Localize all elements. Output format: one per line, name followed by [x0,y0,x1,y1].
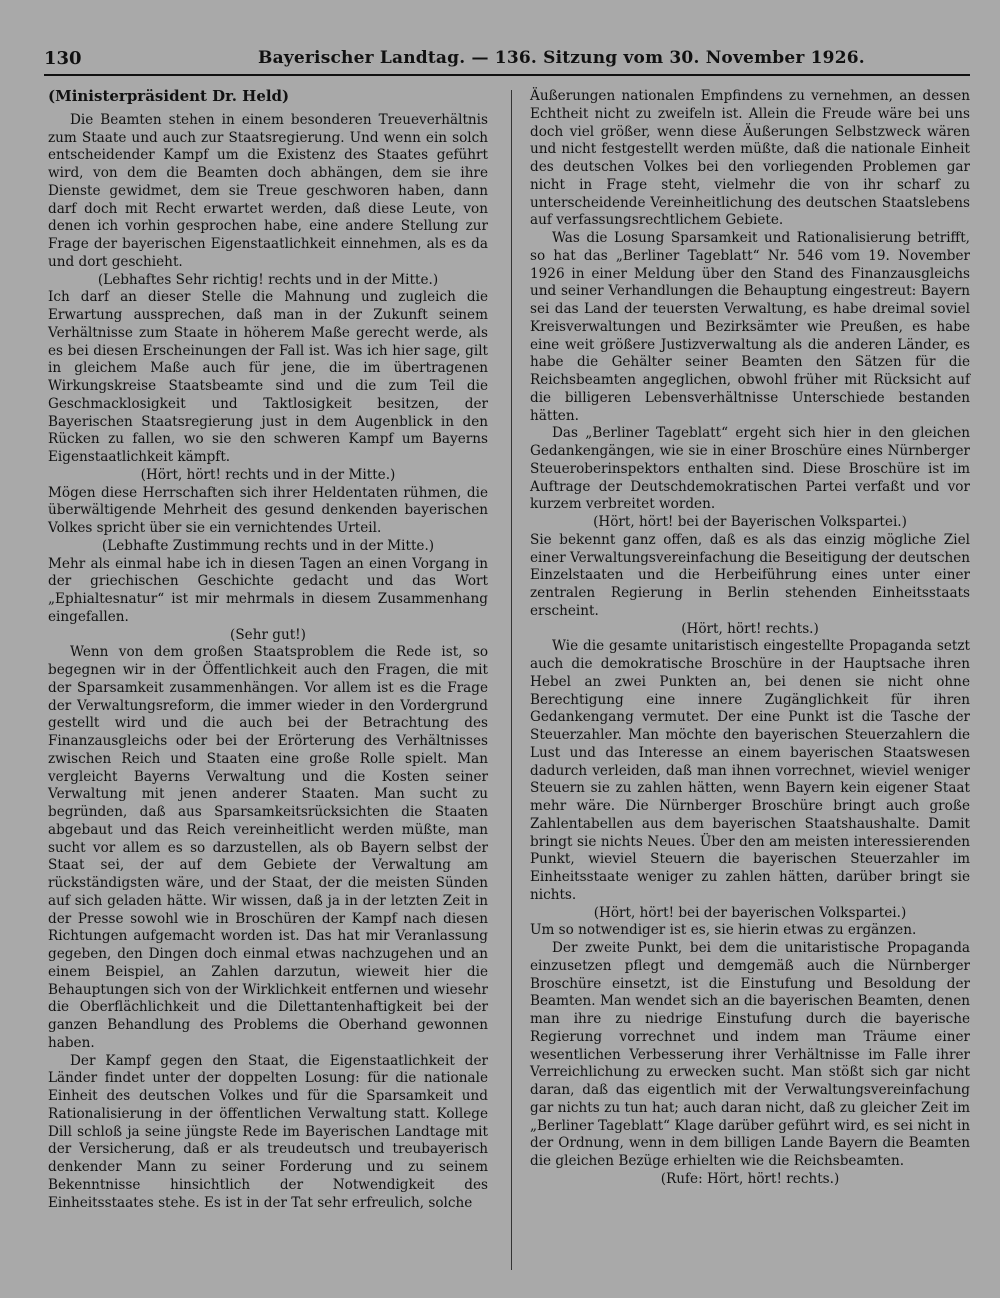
paragraph: Mögen diese Herrschaften sich ihrer Heldentaten rühmen, die überwältigende Mehrheit des gesund denkenden bayerischen Volkes spricht über sie ein vernichtendes Urteil. [48,484,488,536]
paragraph: Was die Losung Sparsamkeit und Rationalisierung betrifft, so hat das „Berliner Tageblatt“ Nr. 546 vom 19. November 1926 in einer Meldung über den Stand des Finanzausgleichs und seiner Verhandlungen die Behauptung eingestreut: Bayern sei das Land der teuersten Verwaltung, es habe dreimal soviel Kreisverwaltungen und Bezirksämter wie Preußen, es habe eine weit größere Justizverwaltung als die anderen Länder, es habe die Gehälter seiner Beamten den Sätzen für die Reichsbeamten angeglichen, obwohl früher mit Rücksicht auf die billigeren Lebensverhältnisse Unterschiede bestanden hätten. [530,230,970,424]
interjection: (Lebhaftes Sehr richtig! rechts und in der Mitte.) [97,271,439,288]
left-column [48,88,488,1212]
interjection: (Lebhafte Zustimmung rechts und in der Mitte.) [101,537,435,554]
speaker-label: (Ministerpräsident Dr. Held) [48,87,290,105]
interjection: (Hört, hört! bei der bayerischen Volkspartei.) [593,904,907,921]
paragraph: Um so notwendiger ist es, sie hierin etwas zu ergänzen. [530,922,917,939]
right-column [530,88,970,1189]
page-number: 130 [44,48,82,69]
interjection: (Rufe: Hört, hört! rechts.) [660,1170,840,1187]
paragraph: Wie die gesamte unitaristisch eingestellte Propaganda setzt auch die demokratische Broschüre in der Hauptsache ihren Hebel an zwei Punkten an, bei denen sie nicht ohne Berechtigung eine innere Zugänglichkeit für ihren Gedankengang vermutet. Der eine Punkt ist die Tasche der Steuerzahler. Man möchte den bayerischen Steuerzahlern die Lust und das Interesse an einem bayerischen Staatswesen dadurch verleiden, daß man ihnen vorrechnet, wieviel weniger Steuern sie zu zahlen hätten, wenn Bayern kein eigener Staat mehr wäre. Die Nürnberger Broschüre bringt auch große Zahlentabellen aus dem bayerischen Staatshaushalte. Damit bringt sie nichts Neues. Über den am meisten interessierenden Punkt, wieviel Steuern die bayerischen Steuerzahler im Einheitsstaate weniger zu zahlen hätten, darüber bringt sie nichts. [530,638,970,903]
paragraph: Sie bekennt ganz offen, daß es als das einzig mögliche Ziel einer Verwaltungsvereinfachung die Beseitigung der deutschen Einzelstaaten und die Herbeiführung eines unter einer zentralen Regierung in Berlin stehenden Einheitsstaats erscheint. [530,531,970,619]
paragraph: Die Beamten stehen in einem besonderen Treueverhältnis zum Staate und auch zur Staatsregierung. Und wenn ein solch entscheidender Kampf um die Existenz des Staates geführt wird, von dem die Beamten doch abhängen, dem sie ihre Dienste gewidmet, dem sie Treue geschworen haben, dann darf doch mit Recht erwartet werden, daß diese Leute, von denen ich vorhin gesprochen habe, eine andere Stellung zur Frage der bayerischen Eigenstaatlichkeit einnehmen, als es da und dort geschieht. [48,111,488,270]
interjection: (Hört, hört! rechts und in der Mitte.) [140,466,396,483]
paragraph: Wenn von dem großen Staatsproblem die Rede ist, so begegnen wir in der Öffentlichkeit auch den Fragen, die mit der Sparsamkeit zusammenhängen. Vor allem ist es die Frage der Verwaltungsreform, die immer wieder in den Vordergrund gestellt wird und die auch bei der Betrachtung des Finanzausgleichs oder bei der Erörterung des Verhältnisses zwischen Reich und Staaten eine große Rolle spielt. Man vergleicht Bayerns Verwaltung und die Kosten seiner Verwaltung mit jenen anderer Staaten. Man sucht zu begründen, daß aus Sparsamkeitsrücksichten die Staaten abgebaut und das Reich vereinheitlicht werden müßte, man sucht vor allem es so darzustellen, als ob Bayern selbst der Staat sei, der auf dem Gebiete der Verwaltung am rückständigsten wäre, und der Staat, der die meisten Sünden auf sich geladen hätte. Wir wissen, daß ja in der letzten Zeit in der Presse sowohl wie in Broschüren der Kampf nach diesen Richtungen aufgemacht worden ist. Das hat mir Veranlassung gegeben, den Dingen doch einmal etwas nachzugehen und an einem Beispiel, an Zahlen darzutun, wieweit hier die Behauptungen sich von der Wirklichkeit entfernen und wiesehr die Oberflächlichkeit und die Dilettantenhaftigkeit bei der ganzen Behandlung des Problems die Oberhand gewonnen haben. [48,644,488,1051]
paragraph: Mehr als einmal habe ich in diesen Tagen an einen Vorgang in der griechischen Geschichte gedacht und das Wort „Ephialtesnatur“ ist mir mehrmals in diesem Zusammenhang eingefallen. [48,555,488,625]
running-head: Bayerischer Landtag. — 136. Sitzung vom 30. November 1926. [258,48,865,68]
header-rule [44,74,970,76]
interjection: (Hört, hört! bei der Bayerischen Volkspartei.) [593,514,907,530]
interjection: (Hört, hört! rechts.) [681,620,819,637]
column-divider [511,90,512,1270]
interjection: (Sehr gut!) [230,626,306,643]
paragraph: Der Kampf gegen den Staat, die Eigenstaatlichkeit der Länder findet unter der doppelten Losung: für die nationale Einheit des deutschen Volkes und für die Sparsamkeit und Rationalisierung in der öffentlichen Verwaltung statt. Kollege Dill schloß ja seine jüngste Rede im Bayerischen Landtage mit der Versicherung, daß er als treudeutsch und treubayerisch denkender Mann zu seiner Forderung und zu seinem Bekenntnisse hinsichtlich der Notwendigkeit des Einheitsstaates stehe. Es ist in der Tat sehr erfreulich, solche [48,1052,488,1211]
paragraph: Ich darf an dieser Stelle die Mahnung und zugleich die Erwartung aussprechen, daß man in der Zukunft seinem Verhältnisse zum Staate in höherem Maße gerecht werde, als es bei diesen Erscheinungen der Fall ist. Was ich hier sage, gilt in gleichem Maße auch für jene, die im übertragenen Wirkungskreise Staatsbeamte sind und die zum Teil die Geschmacklosigkeit und Taktlosigkeit besitzen, der Bayerischen Staatsregierung just in dem Augenblick in den Rücken zu fallen, wo sie den schweren Kampf um Bayerns Eigenstaatlichkeit kämpft. [48,289,488,465]
paragraph: Äußerungen nationalen Empfindens zu vernehmen, an dessen Echtheit nicht zu zweifeln ist. Allein die Freude wäre bei uns doch viel größer, wenn diese Äußerungen Selbstzweck wären und nicht festgestellt werden müßte, daß die nationale Einheit des deutschen Volkes bei den vorliegenden Problemen gar nicht in Frage steht, vielmehr die von ihr scharf zu unterscheidende Vereinheitlichung des deutschen Staatslebens auf verfassungsrechtlichem Gebiete. [530,88,970,229]
paragraph: Der zweite Punkt, bei dem die unitaristische Propaganda einzusetzen pflegt und demgemäß auch die Nürnberger Broschüre einsetzt, ist die Einstufung und Besoldung der Beamten. Man wendet sich an die bayerischen Beamten, denen man ihre zu niedrige Einstufung durch die bayerische Regierung vorrechnet und indem man Träume einer wesentlichen Verbesserung ihrer Verhältnisse im Falle ihrer Verreichlichung zu erwecken sucht. Man stößt sich gar nicht daran, daß das eigentlich mit der Verwaltungsvereinfachung gar nichts zu tun hat; auch daran nicht, daß zu gleicher Zeit im „Berliner Tageblatt“ Klage darüber geführt wird, es sei nicht in der Ordnung, wenn in dem billigen Lande Bayern die Beamten die gleichen Bezüge erhielten wie die Reichsbeamten. [530,940,970,1169]
paragraph: Das „Berliner Tageblatt“ ergeht sich hier in den gleichen Gedankengängen, wie sie in einer Broschüre eines Nürnberger Steueroberinspektors enthalten sind. Diese Broschüre ist im Auftrage der Deutschdemokratischen Partei verfaßt und vor kurzem verbreitet worden. [530,425,970,513]
